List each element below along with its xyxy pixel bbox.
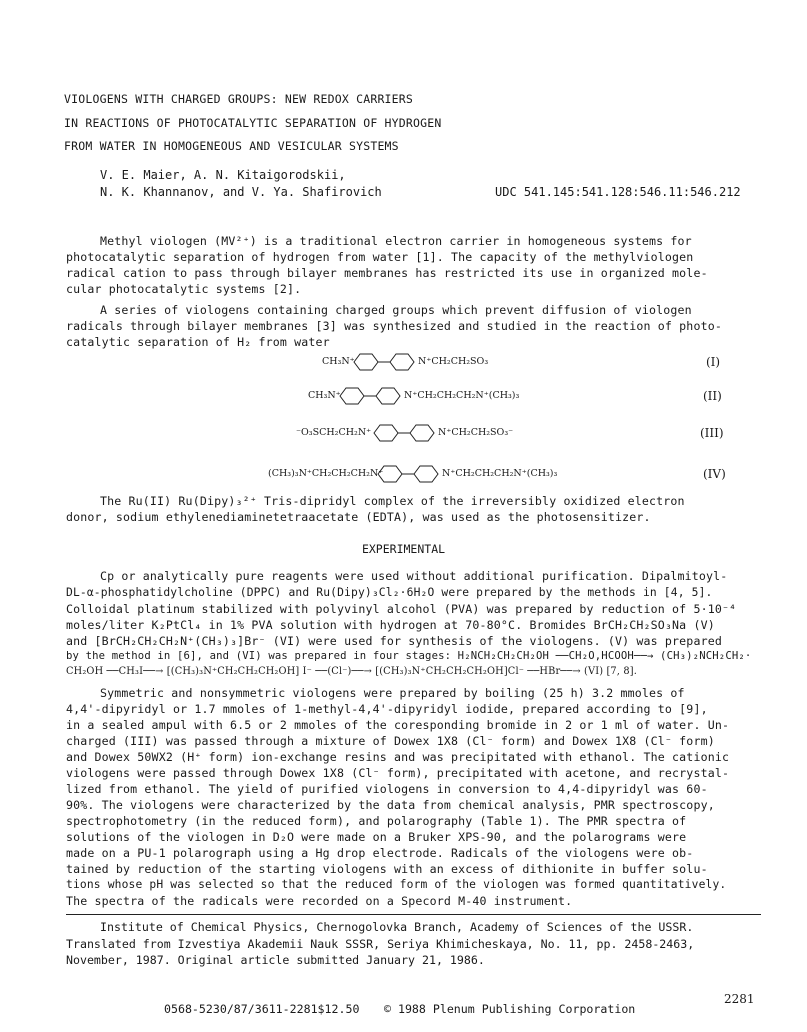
intro-p2-line-2: radicals through bilayer membranes [3] was synthesized and studied in the reaction of photo-	[66, 319, 722, 333]
exp-p2-line-13: tions whose pH was selected so that the reduced form of the viologen was formed quantitatively.	[66, 878, 727, 891]
authors-line-2: N. K. Khannanov, and V. Ya. Shafirovich	[100, 185, 382, 199]
authors-line-1: V. E. Maier, A. N. Kitaigorodskii,	[100, 168, 346, 182]
intro-p2-line-3: catalytic separation of H₂ from water	[66, 335, 330, 349]
formula-IV-right: N⁺CH₂CH₂CH₂N⁺(CH₃)₃	[442, 468, 558, 479]
formula-II-left: CH₃N⁺	[308, 390, 341, 401]
exp-p2-line-14: The spectra of the radicals were recorded on a Specord M-40 instrument.	[66, 894, 573, 908]
formula-IV-left: (CH₃)₃N⁺CH₂CH₂CH₂N⁺	[268, 468, 384, 479]
formula-III	[0, 421, 807, 445]
formula-I-left: CH₃N⁺	[322, 356, 355, 367]
exp-p1-line-4: moles/liter K₂PtCl₄ in 1% PVA solution with hydrogen at 70-80°C. Bromides BrCH₂CH₂SO₃Na (V)	[66, 618, 715, 632]
footnote-line-2: Translated from Izvestiya Akademii Nauk SSSR, Seriya Khimicheskaya, No. 11, pp. 2458-2463,	[66, 937, 695, 951]
intro-p1-line-1: Methyl viologen (MV²⁺) is a traditional electron carrier in homogeneous systems for	[100, 234, 692, 248]
page-number: 2281	[724, 992, 755, 1006]
exp-p2-line-12: tained by reduction of the starting viologens with an excess of dithionite in buffer solu-	[66, 862, 708, 876]
intro-p1-line-4: cular photocatalytic systems [2].	[66, 282, 302, 296]
exp-p1-line-3: Colloidal platinum stabilized with polyvinyl alcohol (PVA) was prepared by reduction of 5·10⁻⁴	[66, 602, 737, 616]
bottom-code: 0568-5230/87/3611-2281$12.50	[164, 1002, 360, 1016]
intro-p2-line-1: A series of viologens containing charged groups which prevent diffusion of viologen	[100, 303, 692, 317]
exp-p2-line-11: made on a PU-1 polarograph using a Hg drop electrode. Radicals of the viologens were ob-	[66, 846, 694, 860]
formula-III-right: N⁺CH₂CH₂SO₃⁻	[438, 427, 514, 438]
exp-p1-line-1: Cp or analytically pure reagents were used without additional purification. Dipalmitoyl-	[100, 569, 728, 583]
formula-III-label: (III)	[700, 426, 724, 440]
udc-code: UDC 541.145:541.128:546.11:546.212	[495, 185, 741, 199]
footnote-rule	[66, 914, 761, 915]
intro-p1-line-2: photocatalytic separation of hydrogen from water [1]. The capacity of the methylviologen	[66, 250, 694, 264]
exp-p2-line-7: lized from ethanol. The yield of purified viologens in conversion to 4,4-dipyridyl was 60-	[66, 782, 708, 796]
formula-II	[0, 384, 807, 408]
exp-p2-line-4: charged (III) was passed through a mixture of Dowex 1X8 (Cl⁻ form) and Dowex 1X8 (Cl⁻ form)	[66, 734, 715, 748]
formula-II-right: N⁺CH₂CH₂CH₂N⁺(CH₃)₃	[404, 390, 520, 401]
exp-p2-line-9: spectrophotometry (in the reduced form), and polarography (Table 1). The PMR spectra of	[66, 814, 687, 828]
ru-para-line-1: The Ru(II) Ru(Dipy)₃²⁺ Tris-dipridyl complex of the irreversibly oxidized electron	[100, 494, 685, 508]
title-line-2: IN REACTIONS OF PHOTOCATALYTIC SEPARATION OF HYDROGEN	[64, 116, 442, 130]
exp-p2-line-8: 90%. The viologens were characterized by the data from chemical analysis, PMR spectroscopy,	[66, 798, 715, 812]
formula-I-right: N⁺CH₂CH₂SO₃	[418, 356, 489, 367]
intro-p1-line-3: radical cation to pass through bilayer membranes has restricted its use in organized mole-	[66, 266, 708, 280]
exp-p1-line-6: by the method in [6], and (VI) was prepared in four stages: H₂NCH₂CH₂CH₂OH ──CH₂O,HCOOH──→ (CH₃)₂NCH₂CH₂·	[66, 650, 752, 662]
footnote-line-3: November, 1987. Original article submitted January 21, 1986.	[66, 953, 485, 967]
section-heading: EXPERIMENTAL	[361, 542, 446, 556]
footnote-line-1: Institute of Chemical Physics, Chernogolovka Branch, Academy of Sciences of the USSR.	[100, 920, 694, 934]
formula-II-label: (II)	[703, 389, 722, 403]
formula-I-label: (I)	[706, 355, 721, 369]
title-line-3: FROM WATER IN HOMOGENEOUS AND VESICULAR SYSTEMS	[64, 139, 399, 153]
formula-III-left: ⁻O₃SCH₂CH₂N⁺	[296, 427, 372, 438]
formula-IV-label: (IV)	[703, 467, 726, 481]
exp-p1-line-2: DL-α-phosphatidylcholine (DPPC) and Ru(Dipy)₃Cl₂·6H₂O were prepared by the methods in [4, 5].	[66, 586, 713, 599]
exp-p2-line-3: in a sealed ampul with 6.5 or 2 mmoles of the coresponding bromide in 2 or 1 ml of water. Un-	[66, 718, 730, 732]
exp-p2-line-10: solutions of the viologen in D₂O were made on a Bruker XPS-90, and the polarograms were	[66, 830, 687, 844]
title-line-1: VIOLOGENS WITH CHARGED GROUPS: NEW REDOX CARRIERS	[64, 92, 414, 106]
formula-IV	[0, 462, 807, 486]
ru-para-line-2: donor, sodium ethylenediaminetetraacetate (EDTA), was used as the photosensitizer.	[66, 510, 651, 524]
exp-p1-line-5: and [BrCH₂CH₂CH₂N⁺(CH₃)₃]Br⁻ (VI) were used for synthesis of the viologens. (V) was prepared	[66, 634, 722, 648]
exp-p2-line-2: 4,4'-dipyridyl or 1.7 mmoles of 1-methyl-4,4'-dipyridyl iodide, prepared according to [9],	[66, 702, 708, 716]
exp-p2-line-5: and Dowex 50WX2 (H⁺ form) ion-exchange resins and was precipitated with ethanol. The cationic	[66, 750, 730, 764]
formula-I	[0, 350, 807, 374]
exp-p2-line-6: viologens were passed through Dowex 1X8 (Cl⁻ form), precipitated with acetone, and recrystal-	[66, 766, 730, 780]
copyright-line: © 1988 Plenum Publishing Corporation	[384, 1002, 636, 1016]
exp-p1-line-7: CH₂OH ──CH₃I──→ [(CH₃)₃N⁺CH₂CH₂CH₂OH] I⁻ ──(Cl⁻)──→ [(CH₃)₃N⁺CH₂CH₂CH₂OH]Cl⁻ ──HBr──→ (VI) [7, 8].	[66, 666, 637, 677]
exp-p2-line-1: Symmetric and nonsymmetric viologens were prepared by boiling (25 h) 3.2 mmoles of	[100, 686, 685, 700]
